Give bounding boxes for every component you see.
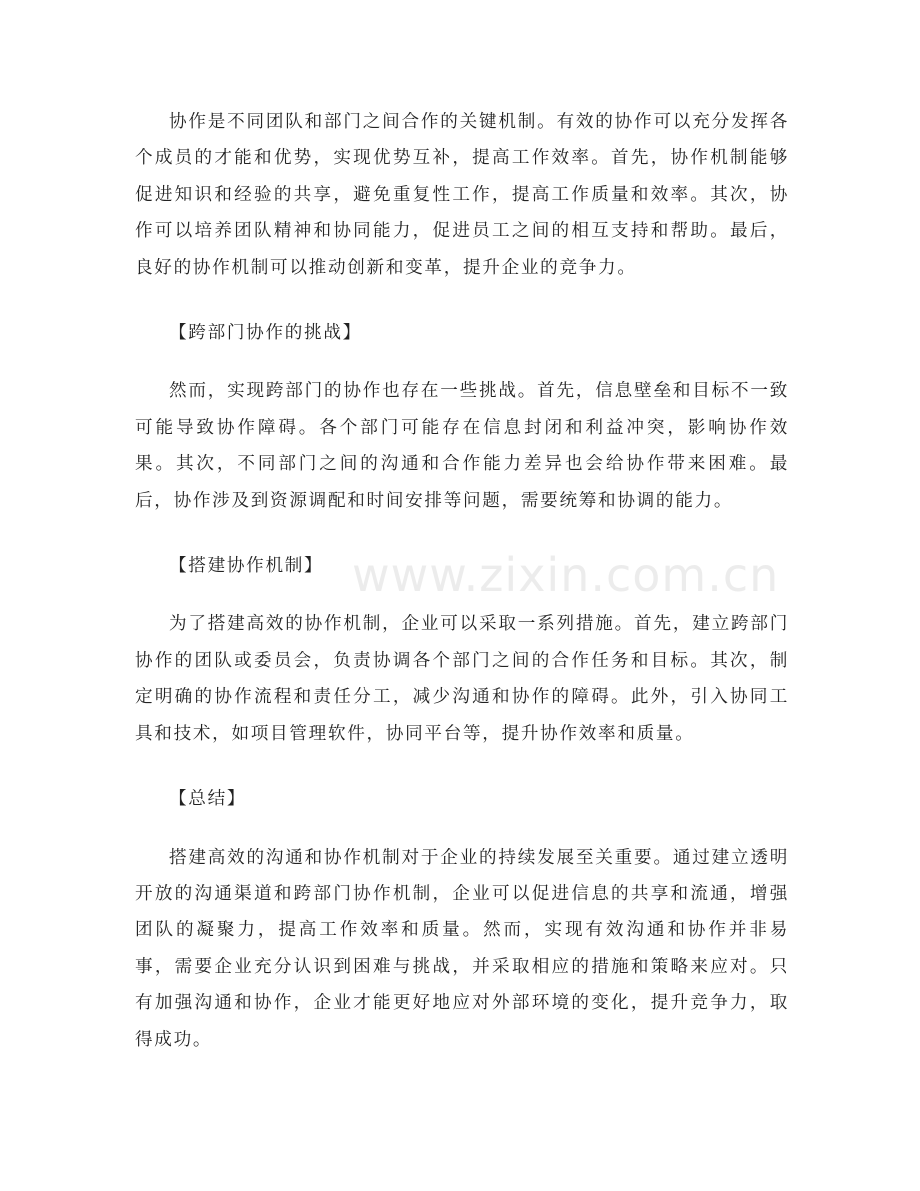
spacer [135, 351, 789, 373]
heading-building: 【搭建协作机制】 [169, 556, 324, 577]
spacer [135, 584, 789, 606]
heading-summary: 【总结】 [169, 789, 247, 810]
document-body [135, 104, 789, 1058]
watermark-text: www.zixin.com.cn [352, 548, 780, 602]
spacer [135, 818, 789, 840]
paragraph-intro: 协作是不同团队和部门之间合作的关键机制。有效的协作可以充分发挥各个成员的才能和优势，实现优势互补，提高工作效率。首先，协作机制能够促进知识和经验的共享，避免重复性工作，提高工作质量和效率。其次，协作可以培养团队精神和协同能力，促进员工之间的相互支持和帮助。最后，良好的协作机制可以推动创新和变革，提升企业的竞争力。 [135, 112, 789, 278]
spacer [135, 752, 789, 781]
paragraph-summary: 搭建高效的沟通和协作机制对于企业的持续发展至关重要。通过建立透明开放的沟通渠道和跨部门协作机制，企业可以促进信息的共享和流通，增强团队的凝聚力，提高工作效率和质量。然而，实现有效沟通和协作并非易事，需要企业充分认识到困难与挑战，并采取相应的措施和策略来应对。只有加强沟通和协作，企业才能更好地应对外部环境的变化，提升竞争力，取得成功。 [135, 847, 789, 1050]
paragraph-challenges: 然而，实现跨部门的协作也存在一些挑战。首先，信息壁垒和目标不一致可能导致协作障碍。各个部门可能存在信息封闭和利益冲突，影响协作效果。其次，不同部门之间的沟通和合作能力差异也会给协作带来困难。最后，协作涉及到资源调配和时间安排等问题，需要统筹和协调的能力。 [135, 381, 789, 511]
heading-challenges: 【跨部门协作的挑战】 [169, 323, 362, 344]
spacer [135, 286, 789, 315]
paragraph-building: 为了搭建高效的协作机制，企业可以采取一系列措施。首先，建立跨部门协作的团队或委员会，负责协调各个部门之间的合作任务和目标。其次，制定明确的协作流程和责任分工，减少沟通和协作的障碍。此外，引入协同工具和技术，如项目管理软件，协同平台等，提升协作效率和质量。 [135, 614, 789, 744]
spacer [135, 519, 789, 548]
